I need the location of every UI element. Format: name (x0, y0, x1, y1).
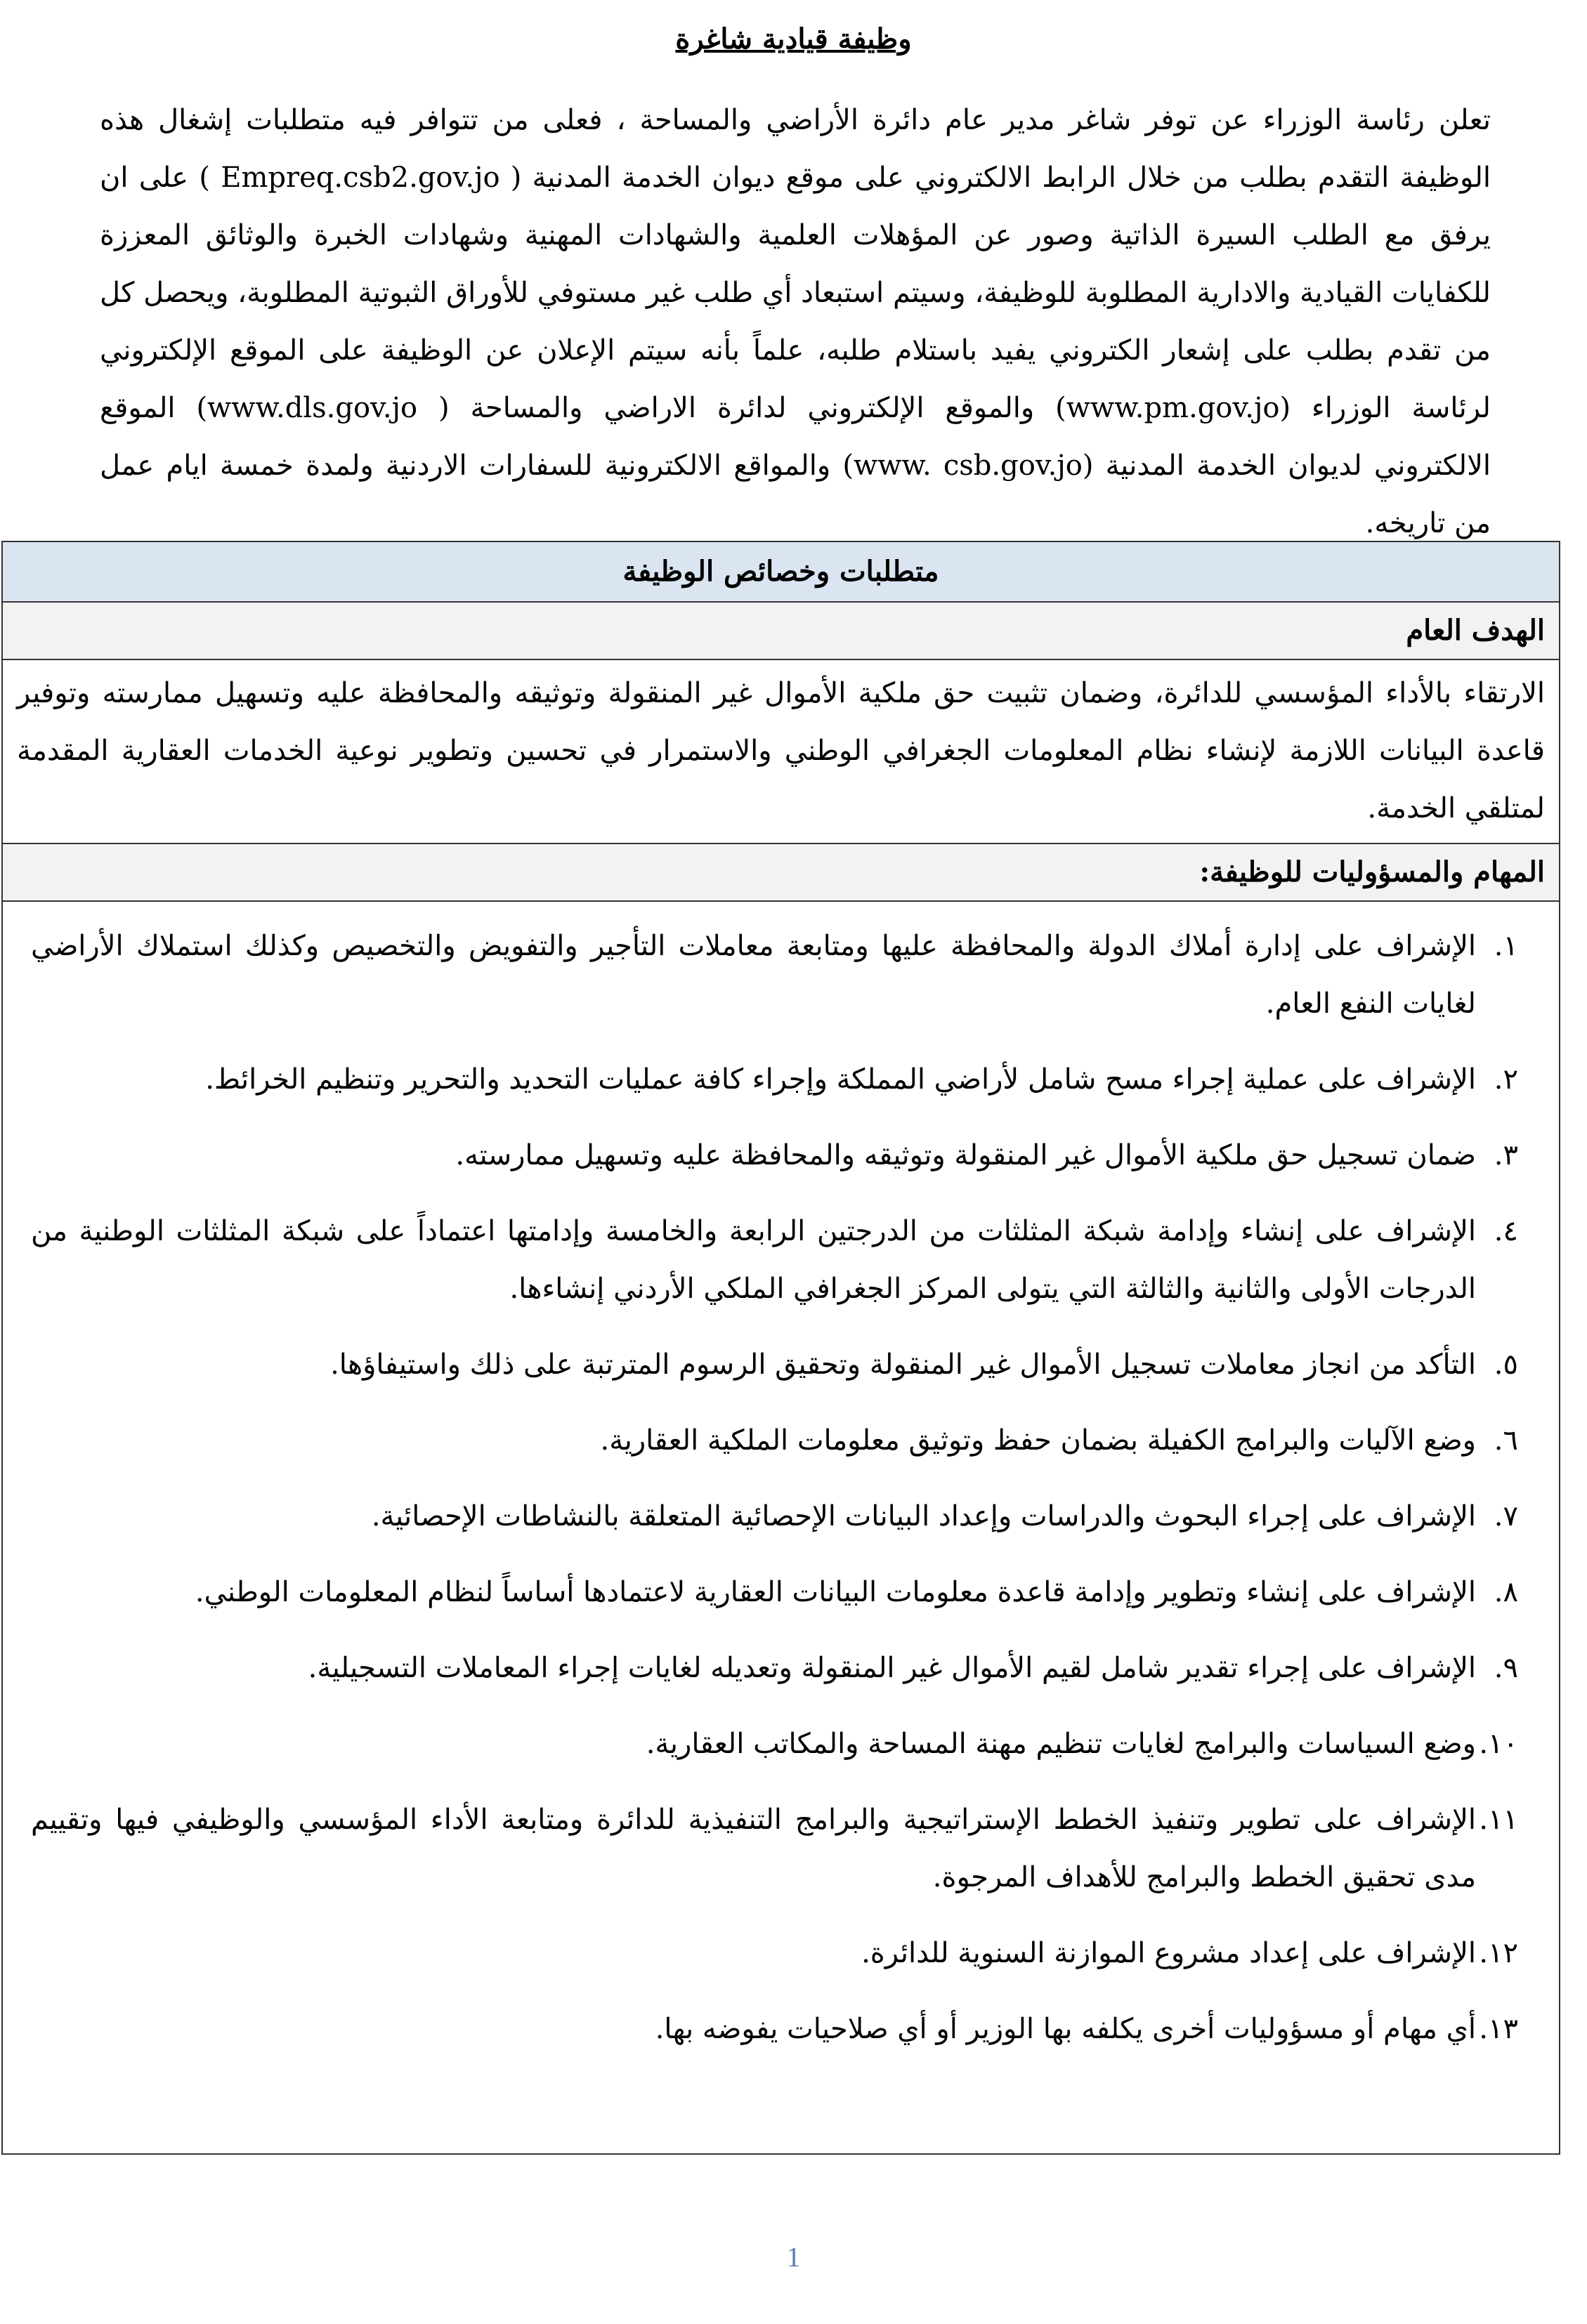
document-title: وظيفة قيادية شاغرة (675, 22, 912, 55)
task-number: ١٢. (1479, 1937, 1518, 1969)
task-text: التأكد من انجاز معاملات تسجيل الأموال غير المنقولة وتحقيق الرسوم المترتبة على ذلك واستيفاؤها. (330, 1348, 1476, 1381)
task-text: الإشراف على إدارة أملاك الدولة والمحافظة عليها ومتابعة معاملات التأجير والتفويض والتخصيص وكذلك استملاك الأراضي لغايات النفع العام. (31, 930, 1477, 1020)
task-number: ٤. (1494, 1215, 1518, 1247)
tasks-header: المهام والمسؤوليات للوظيفة: (3, 844, 1559, 902)
task-number: ١. (1494, 930, 1518, 962)
task-text: الإشراف على إجراء البحوث والدراسات وإعداد البيانات الإحصائية المتعلقة بالنشاطات الإحصائية. (371, 1500, 1476, 1532)
task-item (31, 1127, 1518, 1184)
tasks-list (3, 902, 1559, 2058)
task-number: ١٠. (1479, 1728, 1518, 1760)
task-text: وضع الآليات والبرامج الكفيلة بضمان حفظ وتوثيق معلومات الملكية العقارية. (600, 1424, 1476, 1457)
objective-header: الهدف العام (3, 603, 1559, 660)
task-item (31, 1412, 1518, 1469)
task-text: الإشراف على عملية إجراء مسح شامل لأراضي المملكة وإجراء كافة عمليات التحديد والتحرير وتنظيم الخرائط. (205, 1063, 1476, 1096)
task-text: ضمان تسجيل حق ملكية الأموال غير المنقولة وتوثيقه والمحافظة عليه وتسهيل ممارسته. (455, 1139, 1476, 1171)
task-number: ٧. (1494, 1500, 1518, 1532)
task-item (31, 1639, 1518, 1697)
task-text: الإشراف على تطوير وتنفيذ الخطط الإستراتيجية والبرامج التنفيذية للدائرة ومتابعة الأداء المؤسسي والوظيفي فيها وتقييم مدى تحقيق الخطط والبرامج للأهداف المرجوة. (31, 1804, 1476, 1893)
task-number: ٣. (1494, 1139, 1518, 1171)
requirements-header: متطلبات وخصائص الوظيفة (3, 542, 1559, 603)
task-item (31, 1051, 1518, 1108)
page-number: 1 (786, 2241, 801, 2273)
task-number: ١١. (1479, 1804, 1518, 1836)
requirements-table (1, 541, 1560, 2155)
task-number: ٢. (1494, 1063, 1518, 1096)
task-number: ١٣. (1479, 2013, 1518, 2045)
task-item (31, 1336, 1518, 1393)
task-number: ٥. (1494, 1348, 1518, 1381)
task-text: الإشراف على إنشاء وتطوير وإدامة قاعدة معلومات البيانات العقارية لاعتمادها أساساً لنظام المعلومات الوطني. (195, 1576, 1476, 1608)
task-text: الإشراف على إعداد مشروع الموازنة السنوية للدائرة. (861, 1937, 1476, 1969)
objective-text: الارتقاء بالأداء المؤسسي للدائرة، وضمان تثبيت حق ملكية الأموال غير المنقولة وتوثيقه والمحافظة عليه وتسهيل ممارسته وتوفير قاعدة البيانات اللازمة لإنشاء نظام المعلومات الجغرافي الوطني والاستمرار في تحسين وتطوير نوعية الخدمات العقارية المقدمة لمتلقي الخدمة. (3, 660, 1559, 844)
task-text: وضع السياسات والبرامج لغايات تنظيم مهنة المساحة والمكاتب العقارية. (646, 1728, 1476, 1760)
intro-paragraph: تعلن رئاسة الوزراء عن توفر شاغر مدير عام دائرة الأراضي والمساحة ، فعلى من تتوافر فيه متطلبات إشغال هذه الوظيفة التقدم بطلب من خلال الرابط الالكتروني على موقع ديوان الخدمة المدنية ( Empreq.csb2.gov.jo ) على ان يرفق مع الطلب السيرة الذاتية وصور عن المؤهلات العلمية والشهادات المهنية وشهادات الخبرة والوثائق المعززة للكفايات القيادية والادارية المطلوبة للوظيفة، وسيتم استبعاد أي طلب غير مستوفي للأوراق الثبوتية المطلوبة، ويحصل كل من تقدم بطلب على إشعار الكتروني يفيد باستلام طلبه، علماً بأنه سيتم الإعلان عن الوظيفة على الموقع الإلكتروني لرئاسة الوزراء (www.pm.gov.jo) والموقع الإلكتروني لدائرة الاراضي والمساحة ( www.dls.gov.jo) الموقع الالكتروني لديوان الخدمة المدنية (www. csb.gov.jo) والمواقع الالكترونية للسفارات الاردنية ولمدة خمسة ايام عمل من تاريخه. (100, 104, 1491, 539)
task-text: الإشراف على إجراء تقدير شامل لقيم الأموال غير المنقولة وتعديله لغايات إجراء المعاملات التسجيلية. (308, 1652, 1476, 1684)
task-item (31, 2000, 1518, 2058)
task-number: ٩. (1494, 1652, 1518, 1684)
task-item (31, 1791, 1518, 1906)
task-item (31, 1563, 1518, 1621)
task-text: الإشراف على إنشاء وإدامة شبكة المثلثات من الدرجتين الرابعة والخامسة وإدامتها اعتماداً على شبكة المثلثات الوطنية من الدرجات الأولى والثانية والثالثة التي يتولى المركز الجغرافي الملكي الأردني إنشاءها. (31, 1215, 1476, 1305)
task-item (31, 1924, 1518, 1982)
task-item (31, 917, 1518, 1032)
task-item (31, 1202, 1518, 1318)
task-number: ٦. (1494, 1424, 1518, 1457)
task-item (31, 1488, 1518, 1545)
task-text: أي مهام أو مسؤوليات أخرى يكلفه بها الوزير أو أي صلاحيات يفوضه بها. (655, 2013, 1476, 2045)
task-number: ٨. (1494, 1576, 1518, 1608)
task-item (31, 1715, 1518, 1773)
